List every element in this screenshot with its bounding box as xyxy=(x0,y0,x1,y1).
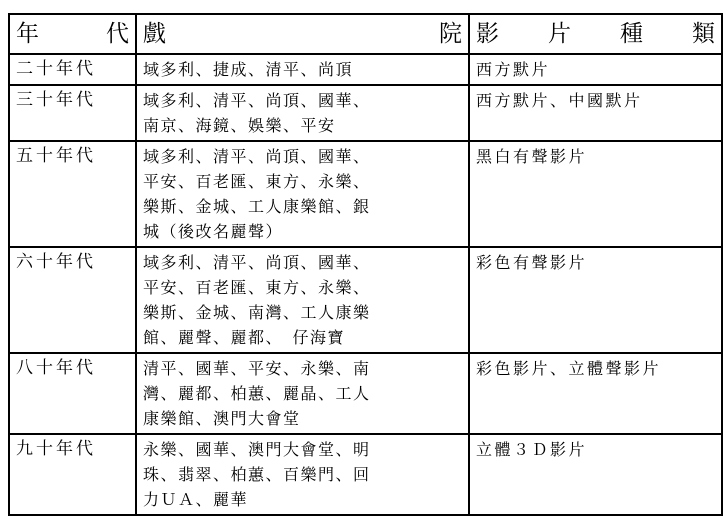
table-row xyxy=(9,353,722,434)
row-year: 九十年代 xyxy=(9,434,136,515)
row-cinemas: 永樂、國華、澳門大會堂、明 珠、翡翠、柏蕙、百樂門、回 力ＵＡ、麗華 xyxy=(136,434,469,515)
table-row xyxy=(9,141,722,247)
header-cinema-char: 院 xyxy=(439,21,462,47)
table-row xyxy=(9,54,722,85)
header-film-char: 類 xyxy=(692,21,715,47)
cinema-history-table xyxy=(8,13,723,516)
row-cinemas: 域多利、清平、尚頂、國華、 平安、百老匯、東方、永樂、 樂斯、金城、南灣、工人康樂 館、麗聲、麗都、 仔海寶 xyxy=(136,247,469,353)
header-film-type xyxy=(469,14,722,54)
row-year: 五十年代 xyxy=(9,141,136,247)
header-film-char: 種 xyxy=(620,21,643,47)
row-film-type: 黑白有聲影片 xyxy=(469,141,722,247)
header-film-char: 片 xyxy=(548,21,571,47)
row-year: 八十年代 xyxy=(9,353,136,434)
row-cinemas: 域多利、清平、尚頂、國華、 南京、海鏡、娛樂、平安 xyxy=(136,85,469,141)
table-row xyxy=(9,434,722,515)
row-year: 六十年代 xyxy=(9,247,136,353)
header-year xyxy=(9,14,136,54)
header-row xyxy=(9,14,722,54)
header-film-char: 影 xyxy=(476,21,499,47)
header-year-char: 代 xyxy=(106,21,129,47)
table-row xyxy=(9,247,722,353)
row-film-type: 立體３Ｄ影片 xyxy=(469,434,722,515)
row-film-type: 西方默片、中國默片 xyxy=(469,85,722,141)
header-cinema xyxy=(136,14,469,54)
header-cinema-char: 戲 xyxy=(143,21,166,47)
row-cinemas: 清平、國華、平安、永樂、南 灣、麗都、柏蕙、麗晶、工人 康樂館、澳門大會堂 xyxy=(136,353,469,434)
row-cinemas: 域多利、清平、尚頂、國華、 平安、百老匯、東方、永樂、 樂斯、金城、工人康樂館、銀 城（後改名麗聲） xyxy=(136,141,469,247)
table-row xyxy=(9,85,722,141)
row-year: 二十年代 xyxy=(9,54,136,85)
row-cinemas: 域多利、捷成、清平、尚頂 xyxy=(136,54,469,85)
row-film-type: 西方默片 xyxy=(469,54,722,85)
row-film-type: 彩色有聲影片 xyxy=(469,247,722,353)
row-film-type: 彩色影片、立體聲影片 xyxy=(469,353,722,434)
row-year: 三十年代 xyxy=(9,85,136,141)
header-year-char: 年 xyxy=(16,21,39,47)
